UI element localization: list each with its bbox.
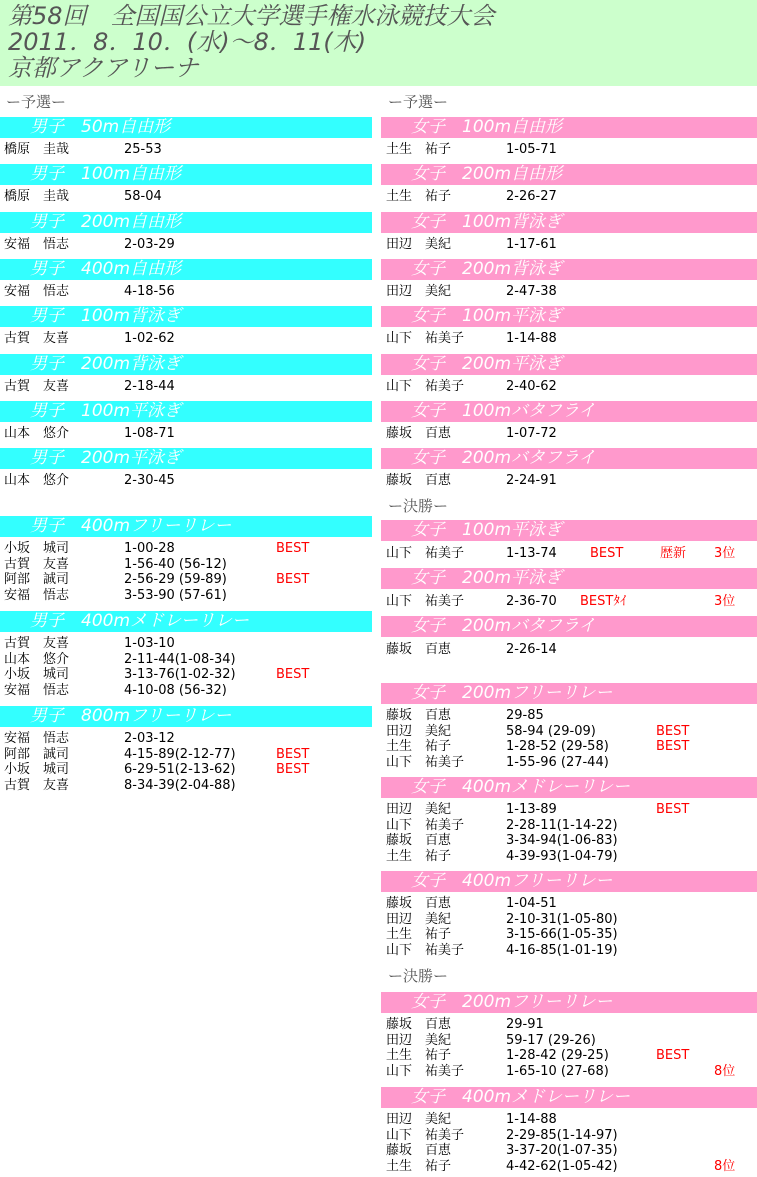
swim-time: 3-15-66(1-05-35) <box>506 927 618 942</box>
best-mark: BESTﾀｲ <box>580 594 627 609</box>
event-title: 男子 200m自由形 <box>0 212 372 233</box>
event-title: 女子 200m背泳ぎ <box>381 259 757 280</box>
swim-time: 3-53-90 (57-61) <box>124 587 227 603</box>
swim-time: 1-17-61 <box>506 236 557 252</box>
swim-time: 1-07-72 <box>506 425 557 441</box>
event-title: 男子 100m平泳ぎ <box>0 401 372 422</box>
swim-time: 2-26-14 <box>506 642 557 657</box>
swim-time: 2-56-29 (59-89) <box>124 572 227 587</box>
swimmer-name: 土生 祐子 <box>386 142 452 157</box>
swim-time: 1-02-62 <box>124 331 175 347</box>
swimmer-name: 土生 祐子 <box>386 927 452 942</box>
swimmer-name: 小坂 城司 <box>4 762 70 777</box>
swim-time: 25-53 <box>124 142 162 157</box>
swim-time: 2-26-27 <box>506 189 557 205</box>
swim-time: 1-13-74 <box>506 546 557 561</box>
swim-time: 2-03-29 <box>124 236 175 252</box>
swim-time: 3-13-76(1-02-32) <box>124 667 236 682</box>
section-label-prelim-women: ー予選ー <box>388 93 449 111</box>
swimmer-name: 藤坂 百恵 <box>386 896 452 911</box>
meet-venue: 京都アクアリーナ <box>8 54 199 82</box>
swim-time: 59-17 (29-26) <box>506 1032 596 1048</box>
event-title: 男子 200m背泳ぎ <box>0 354 372 375</box>
swim-time: 29-91 <box>506 1017 544 1032</box>
swim-time: 1-08-71 <box>124 425 175 441</box>
event-title: 男子 400mメドレーリレー <box>0 611 372 632</box>
section-label-final-relay: ー決勝ー <box>388 967 449 985</box>
swim-time: 2-10-31(1-05-80) <box>506 911 618 927</box>
swim-time: 2-29-85(1-14-97) <box>506 1127 618 1143</box>
swimmer-name: 田辺 美紀 <box>386 802 452 817</box>
swimmer-name: 小坂 城司 <box>4 541 70 556</box>
record-note: 歴新 <box>660 546 687 561</box>
swim-time: 2-18-44 <box>124 378 175 394</box>
swimmer-name: 山下 祐美子 <box>386 942 465 958</box>
swimmer-name: 藤坂 百恵 <box>386 833 452 848</box>
swimmer-name: 山本 悠介 <box>4 651 70 667</box>
meet-title: 第58回 全国国公立大学選手権水泳競技大会 <box>8 2 495 30</box>
swimmer-name: 安福 悟志 <box>4 682 70 698</box>
best-mark: BEST <box>276 541 310 556</box>
swimmer-name: 山下 祐美子 <box>386 1063 465 1079</box>
swimmer-name: 古賀 友喜 <box>4 777 70 793</box>
event-title: 女子 100mバタフライ <box>381 401 757 422</box>
place-mark: 3位 <box>714 594 736 609</box>
best-mark: BEST <box>656 1048 690 1063</box>
event-title: 女子 200mフリーリレー <box>381 683 757 704</box>
swimmer-name: 藤坂 百恵 <box>386 708 452 723</box>
swimmer-name: 田辺 美紀 <box>386 283 452 299</box>
swimmer-name: 藤坂 百恵 <box>386 473 452 489</box>
event-title: 男子 100m自由形 <box>0 164 372 185</box>
place-mark: 8位 <box>714 1063 736 1079</box>
event-title: 男子 800mフリーリレー <box>0 706 372 727</box>
swimmer-name: 安福 悟志 <box>4 731 70 746</box>
swimmer-name: 古賀 友喜 <box>4 556 70 572</box>
best-mark: BEST <box>656 723 690 739</box>
swimmer-name: 古賀 友喜 <box>4 331 70 347</box>
swimmer-name: 藤坂 百恵 <box>386 642 452 657</box>
swimmer-name: 田辺 美紀 <box>386 723 452 739</box>
swim-time: 2-36-70 <box>506 594 557 609</box>
swimmer-name: 山下 祐美子 <box>386 546 465 561</box>
swimmer-name: 山下 祐美子 <box>386 331 465 347</box>
swim-time: 58-94 (29-09) <box>506 723 596 739</box>
swim-time: 4-10-08 (56-32) <box>124 682 227 698</box>
swimmer-name: 山下 祐美子 <box>386 378 465 394</box>
swimmer-name: 古賀 友喜 <box>4 378 70 394</box>
event-title: 男子 400m自由形 <box>0 259 372 280</box>
event-title: 男子 50m自由形 <box>0 117 372 138</box>
swim-time: 4-39-93(1-04-79) <box>506 848 618 864</box>
swim-time: 2-11-44(1-08-34) <box>124 651 236 667</box>
best-mark: BEST <box>276 762 310 777</box>
swimmer-name: 田辺 美紀 <box>386 1032 452 1048</box>
swimmer-name: 土生 祐子 <box>386 848 452 864</box>
swimmer-name: 山下 祐美子 <box>386 1127 465 1143</box>
swimmer-name: 田辺 美紀 <box>386 911 452 927</box>
event-title: 女子 200m自由形 <box>381 164 757 185</box>
swimmer-name: 安福 悟志 <box>4 587 70 603</box>
place-mark: 8位 <box>714 1158 736 1174</box>
swimmer-name: 安福 悟志 <box>4 236 70 252</box>
swim-time: 1-14-88 <box>506 331 557 347</box>
swim-time: 6-29-51(2-13-62) <box>124 762 236 777</box>
event-title: 男子 100m背泳ぎ <box>0 306 372 327</box>
best-mark: BEST <box>276 572 310 587</box>
meet-dates: 2011．8．10．(水)～8．11(木) <box>8 28 367 56</box>
swim-time: 3-37-20(1-07-35) <box>506 1143 618 1158</box>
swim-time: 2-47-38 <box>506 283 557 299</box>
swim-time: 8-34-39(2-04-88) <box>124 777 236 793</box>
swimmer-name: 古賀 友喜 <box>4 636 70 651</box>
header-banner <box>0 0 757 86</box>
section-label-prelim: ー予選ー <box>6 93 67 111</box>
best-mark: BEST <box>276 746 310 762</box>
swimmer-name: 田辺 美紀 <box>386 1112 452 1127</box>
swim-time: 2-03-12 <box>124 731 175 746</box>
swim-time: 1-05-71 <box>506 142 557 157</box>
swimmer-name: 土生 祐子 <box>386 1158 452 1174</box>
swimmer-name: 藤坂 百恵 <box>386 1143 452 1158</box>
event-title: 女子 200mバタフライ <box>381 616 757 637</box>
swimmer-name: 阿部 誠司 <box>4 572 70 587</box>
swim-time: 3-34-94(1-06-83) <box>506 833 618 848</box>
swimmer-name: 山本 悠介 <box>4 425 70 441</box>
event-title: 女子 200mフリーリレー <box>381 992 757 1013</box>
place-mark: 3位 <box>714 546 736 561</box>
swim-time: 1-04-51 <box>506 896 557 911</box>
swim-time: 58-04 <box>124 189 162 205</box>
swimmer-name: 安福 悟志 <box>4 283 70 299</box>
swim-time: 4-42-62(1-05-42) <box>506 1158 618 1174</box>
swim-time: 1-03-10 <box>124 636 175 651</box>
swimmer-name: 橋原 圭哉 <box>4 189 70 205</box>
swimmer-name: 田辺 美紀 <box>386 236 452 252</box>
swim-time: 2-40-62 <box>506 378 557 394</box>
event-title: 女子 100m自由形 <box>381 117 757 138</box>
swim-time: 4-15-89(2-12-77) <box>124 746 236 762</box>
swim-time: 1-28-52 (29-58) <box>506 739 609 754</box>
swim-time: 2-24-91 <box>506 473 557 489</box>
swimmer-name: 土生 祐子 <box>386 739 452 754</box>
swimmer-name: 土生 祐子 <box>386 1048 452 1063</box>
swim-time: 29-85 <box>506 708 544 723</box>
swimmer-name: 阿部 誠司 <box>4 746 70 762</box>
swim-time: 2-30-45 <box>124 473 175 489</box>
swim-time: 1-00-28 <box>124 541 175 556</box>
event-title: 女子 400mメドレーリレー <box>381 777 757 798</box>
event-title: 女子 200m平泳ぎ <box>381 568 757 589</box>
swim-time: 4-16-85(1-01-19) <box>506 942 618 958</box>
best-mark: BEST <box>590 546 624 561</box>
swim-time: 1-55-96 (27-44) <box>506 754 609 770</box>
swim-time: 1-13-89 <box>506 802 557 817</box>
swim-time: 1-56-40 (56-12) <box>124 556 227 572</box>
swimmer-name: 山本 悠介 <box>4 473 70 489</box>
swimmer-name: 小坂 城司 <box>4 667 70 682</box>
swimmer-name: 山下 祐美子 <box>386 594 465 609</box>
event-title: 女子 200mバタフライ <box>381 448 757 469</box>
swim-time: 2-28-11(1-14-22) <box>506 817 618 833</box>
event-title: 男子 200m平泳ぎ <box>0 448 372 469</box>
section-label-final-women: ー決勝ー <box>388 497 449 515</box>
event-title: 女子 400mフリーリレー <box>381 871 757 892</box>
swim-time: 4-18-56 <box>124 283 175 299</box>
event-title: 女子 400mメドレーリレー <box>381 1087 757 1108</box>
swimmer-name: 藤坂 百恵 <box>386 425 452 441</box>
best-mark: BEST <box>276 667 310 682</box>
event-title: 女子 100m平泳ぎ <box>381 306 757 327</box>
best-mark: BEST <box>656 802 690 817</box>
swimmer-name: 山下 祐美子 <box>386 754 465 770</box>
swimmer-name: 橋原 圭哉 <box>4 142 70 157</box>
swim-time: 1-14-88 <box>506 1112 557 1127</box>
swimmer-name: 土生 祐子 <box>386 189 452 205</box>
event-title: 女子 100m背泳ぎ <box>381 212 757 233</box>
swim-time: 1-65-10 (27-68) <box>506 1063 609 1079</box>
best-mark: BEST <box>656 739 690 754</box>
event-title: 女子 100m平泳ぎ <box>381 520 757 541</box>
swimmer-name: 藤坂 百恵 <box>386 1017 452 1032</box>
event-title: 男子 400mフリーリレー <box>0 516 372 537</box>
swimmer-name: 山下 祐美子 <box>386 817 465 833</box>
swim-time: 1-28-42 (29-25) <box>506 1048 609 1063</box>
event-title: 女子 200m平泳ぎ <box>381 354 757 375</box>
